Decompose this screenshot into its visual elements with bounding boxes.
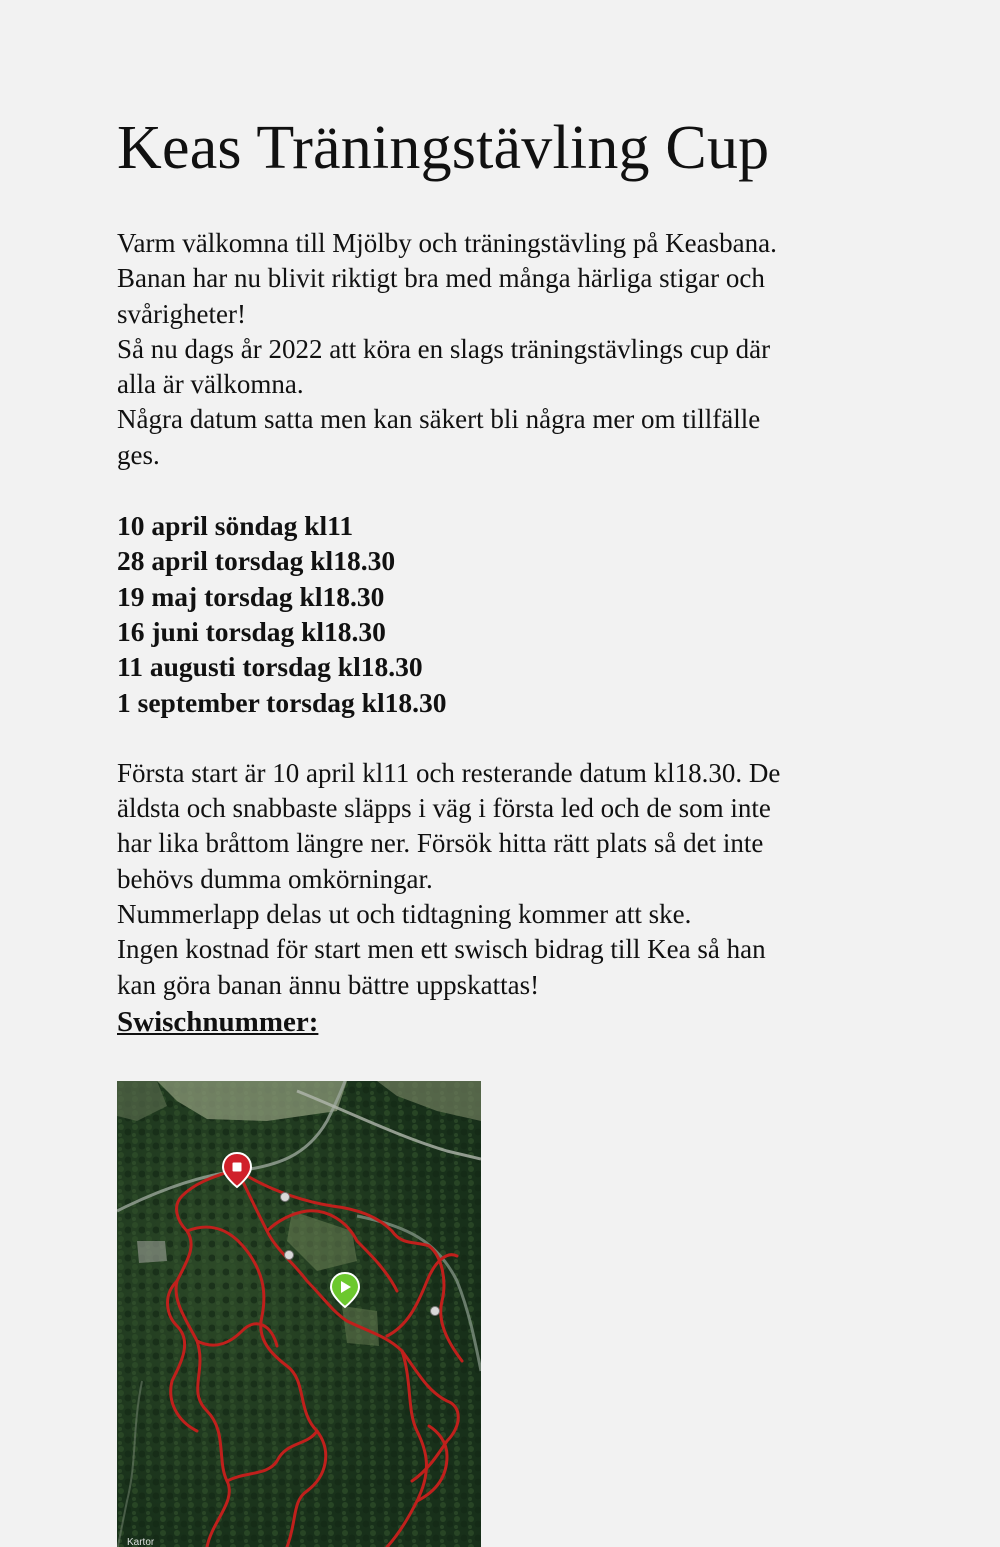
date-item: 16 juni torsdag kl18.30 bbox=[117, 615, 386, 647]
intro-text bbox=[117, 226, 877, 473]
intro-line: svårigheter! bbox=[117, 298, 246, 329]
date-item: 19 maj torsdag kl18.30 bbox=[117, 580, 385, 612]
route-map-image bbox=[117, 1081, 481, 1547]
info-line: Ingen kostnad för start men ett swisch bidrag till Kea så han bbox=[117, 934, 766, 965]
intro-line: Några datum satta men kan säkert bli några mer om tillfälle bbox=[117, 404, 761, 435]
waypoint-dot bbox=[431, 1307, 440, 1316]
swisch-heading: Swischnummer: bbox=[117, 1005, 319, 1038]
date-item: 1 september torsdag kl18.30 bbox=[117, 686, 447, 718]
info-line: Nummerlapp delas ut och tidtagning kommer att ske. bbox=[117, 899, 692, 930]
waypoint-dot bbox=[285, 1251, 294, 1260]
intro-line: alla är välkomna. bbox=[117, 369, 304, 400]
waypoint-dot bbox=[281, 1193, 290, 1202]
info-line: behövs dumma omkörningar. bbox=[117, 863, 433, 894]
document bbox=[117, 108, 877, 1041]
date-item: 11 augusti torsdag kl18.30 bbox=[117, 651, 423, 683]
info-line: har lika bråttom längre ner. Försök hitta rätt plats så det inte bbox=[117, 828, 764, 859]
date-item: 10 april söndag kl11 bbox=[117, 510, 354, 542]
info-text bbox=[117, 756, 877, 1003]
intro-line: Så nu dags år 2022 att köra en slags träningstävlings cup där bbox=[117, 333, 771, 364]
intro-line: Banan har nu blivit riktigt bra med många härliga stigar och bbox=[117, 263, 765, 294]
intro-line: ges. bbox=[117, 439, 160, 470]
page-title: Keas Träningstävling Cup bbox=[117, 114, 770, 182]
info-line: Första start är 10 april kl11 och resterande datum kl18.30. De bbox=[117, 757, 781, 788]
date-item: 28 april torsdag kl18.30 bbox=[117, 545, 396, 577]
info-line: äldsta och snabbaste släpps i väg i första led och de som inte bbox=[117, 793, 771, 824]
info-line: kan göra banan ännu bättre uppskattas! bbox=[117, 969, 540, 1000]
date-list bbox=[117, 508, 877, 720]
field-clearing bbox=[137, 1241, 167, 1263]
map-watermark: Kartor bbox=[127, 1537, 155, 1547]
intro-line: Varm välkomna till Mjölby och träningstävling på Keasbana. bbox=[117, 228, 777, 258]
